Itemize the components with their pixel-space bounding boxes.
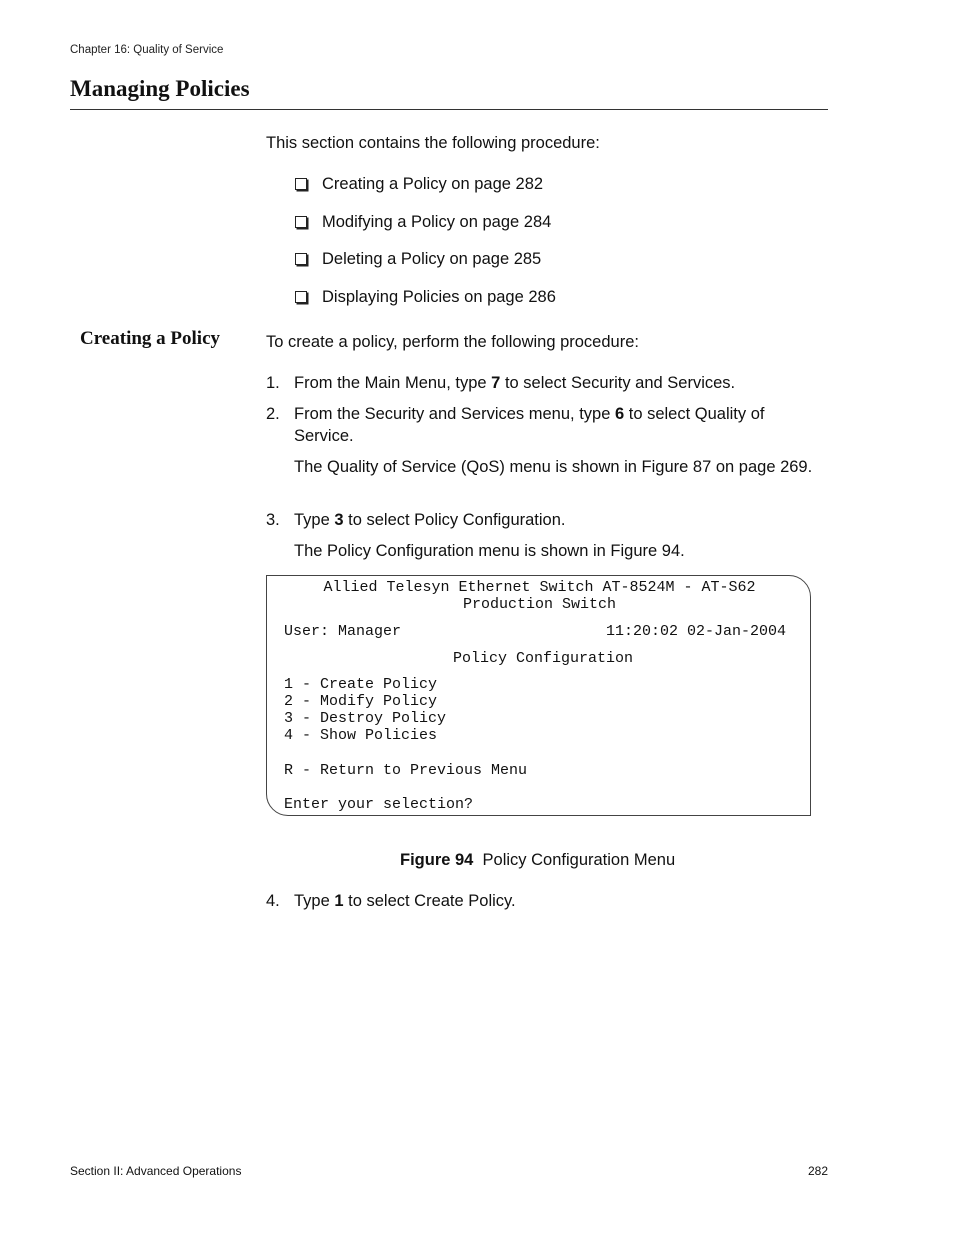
step-key: 6 — [614, 405, 625, 423]
figure-label: Figure 94 — [400, 851, 474, 869]
section-heading: Creating a Policy — [80, 328, 221, 349]
terminal-screen — [266, 575, 811, 816]
list-item — [295, 173, 543, 195]
step-number: 2. — [266, 405, 280, 423]
list-item — [295, 211, 551, 233]
list-item-link[interactable]: Displaying Policies on page 286 — [322, 288, 556, 306]
running-header: Chapter 16: Quality of Service — [70, 44, 224, 56]
intro-text: This section contains the following procedure: — [266, 134, 600, 152]
terminal-menu-title: Policy Configuration — [452, 650, 634, 667]
terminal-prompt[interactable]: Enter your selection? — [284, 796, 474, 813]
step-number: 4. — [266, 892, 280, 910]
list-item-link[interactable]: Creating a Policy on page 282 — [322, 175, 544, 193]
list-item-link[interactable]: Deleting a Policy on page 285 — [322, 250, 542, 268]
menu-option-create-policy[interactable]: 1 - Create Policy — [284, 676, 438, 693]
figure-caption — [400, 849, 675, 871]
list-item — [295, 286, 556, 308]
menu-option-modify-policy[interactable]: 2 - Modify Policy — [284, 693, 438, 710]
terminal-user: User: Manager — [284, 623, 402, 640]
menu-option-return[interactable]: R - Return to Previous Menu — [284, 762, 528, 779]
step-text: Type 3 to select Policy Configuration. — [294, 511, 566, 529]
page-number: 282 — [807, 1164, 828, 1178]
title-divider — [70, 109, 828, 110]
step-text: Type 1 to select Create Policy. — [294, 892, 516, 910]
step-key: 3 — [334, 511, 344, 529]
running-footer: Section II: Advanced Operations — [70, 1164, 242, 1178]
step-number: 1. — [266, 374, 280, 392]
step-key: 1 — [334, 892, 344, 910]
step-note: The Policy Configuration menu is shown in Figure 94. — [294, 542, 685, 560]
checkbox-bullet-icon — [295, 178, 307, 190]
list-item-link[interactable]: Modifying a Policy on page 284 — [322, 213, 552, 231]
step-key: 7 — [491, 374, 501, 392]
menu-option-show-policies[interactable]: 4 - Show Policies — [284, 727, 438, 744]
list-item — [295, 248, 541, 270]
figure-caption-text: Policy Configuration Menu — [482, 851, 676, 869]
terminal-subtitle: Production Switch — [462, 596, 617, 613]
menu-option-destroy-policy[interactable]: 3 - Destroy Policy — [284, 710, 447, 727]
step-text: From the Security and Services menu, type 6 to select Quality of Service. — [294, 405, 765, 445]
section-intro: To create a policy, perform the following procedure: — [266, 333, 639, 351]
step-text: From the Main Menu, type 7 to select Security and Services. — [294, 374, 736, 392]
checkbox-bullet-icon — [295, 216, 307, 228]
checkbox-bullet-icon — [295, 253, 307, 265]
checkbox-bullet-icon — [295, 291, 307, 303]
terminal-title: Allied Telesyn Ethernet Switch AT-8524M - AT-S62 — [323, 579, 756, 596]
terminal-datetime: 11:20:02 02-Jan-2004 — [605, 623, 786, 640]
page-title: Managing Policies — [70, 76, 250, 101]
step-note: The Quality of Service (QoS) menu is shown in Figure 87 on page 269. — [294, 458, 813, 476]
step-number: 3. — [266, 511, 280, 529]
